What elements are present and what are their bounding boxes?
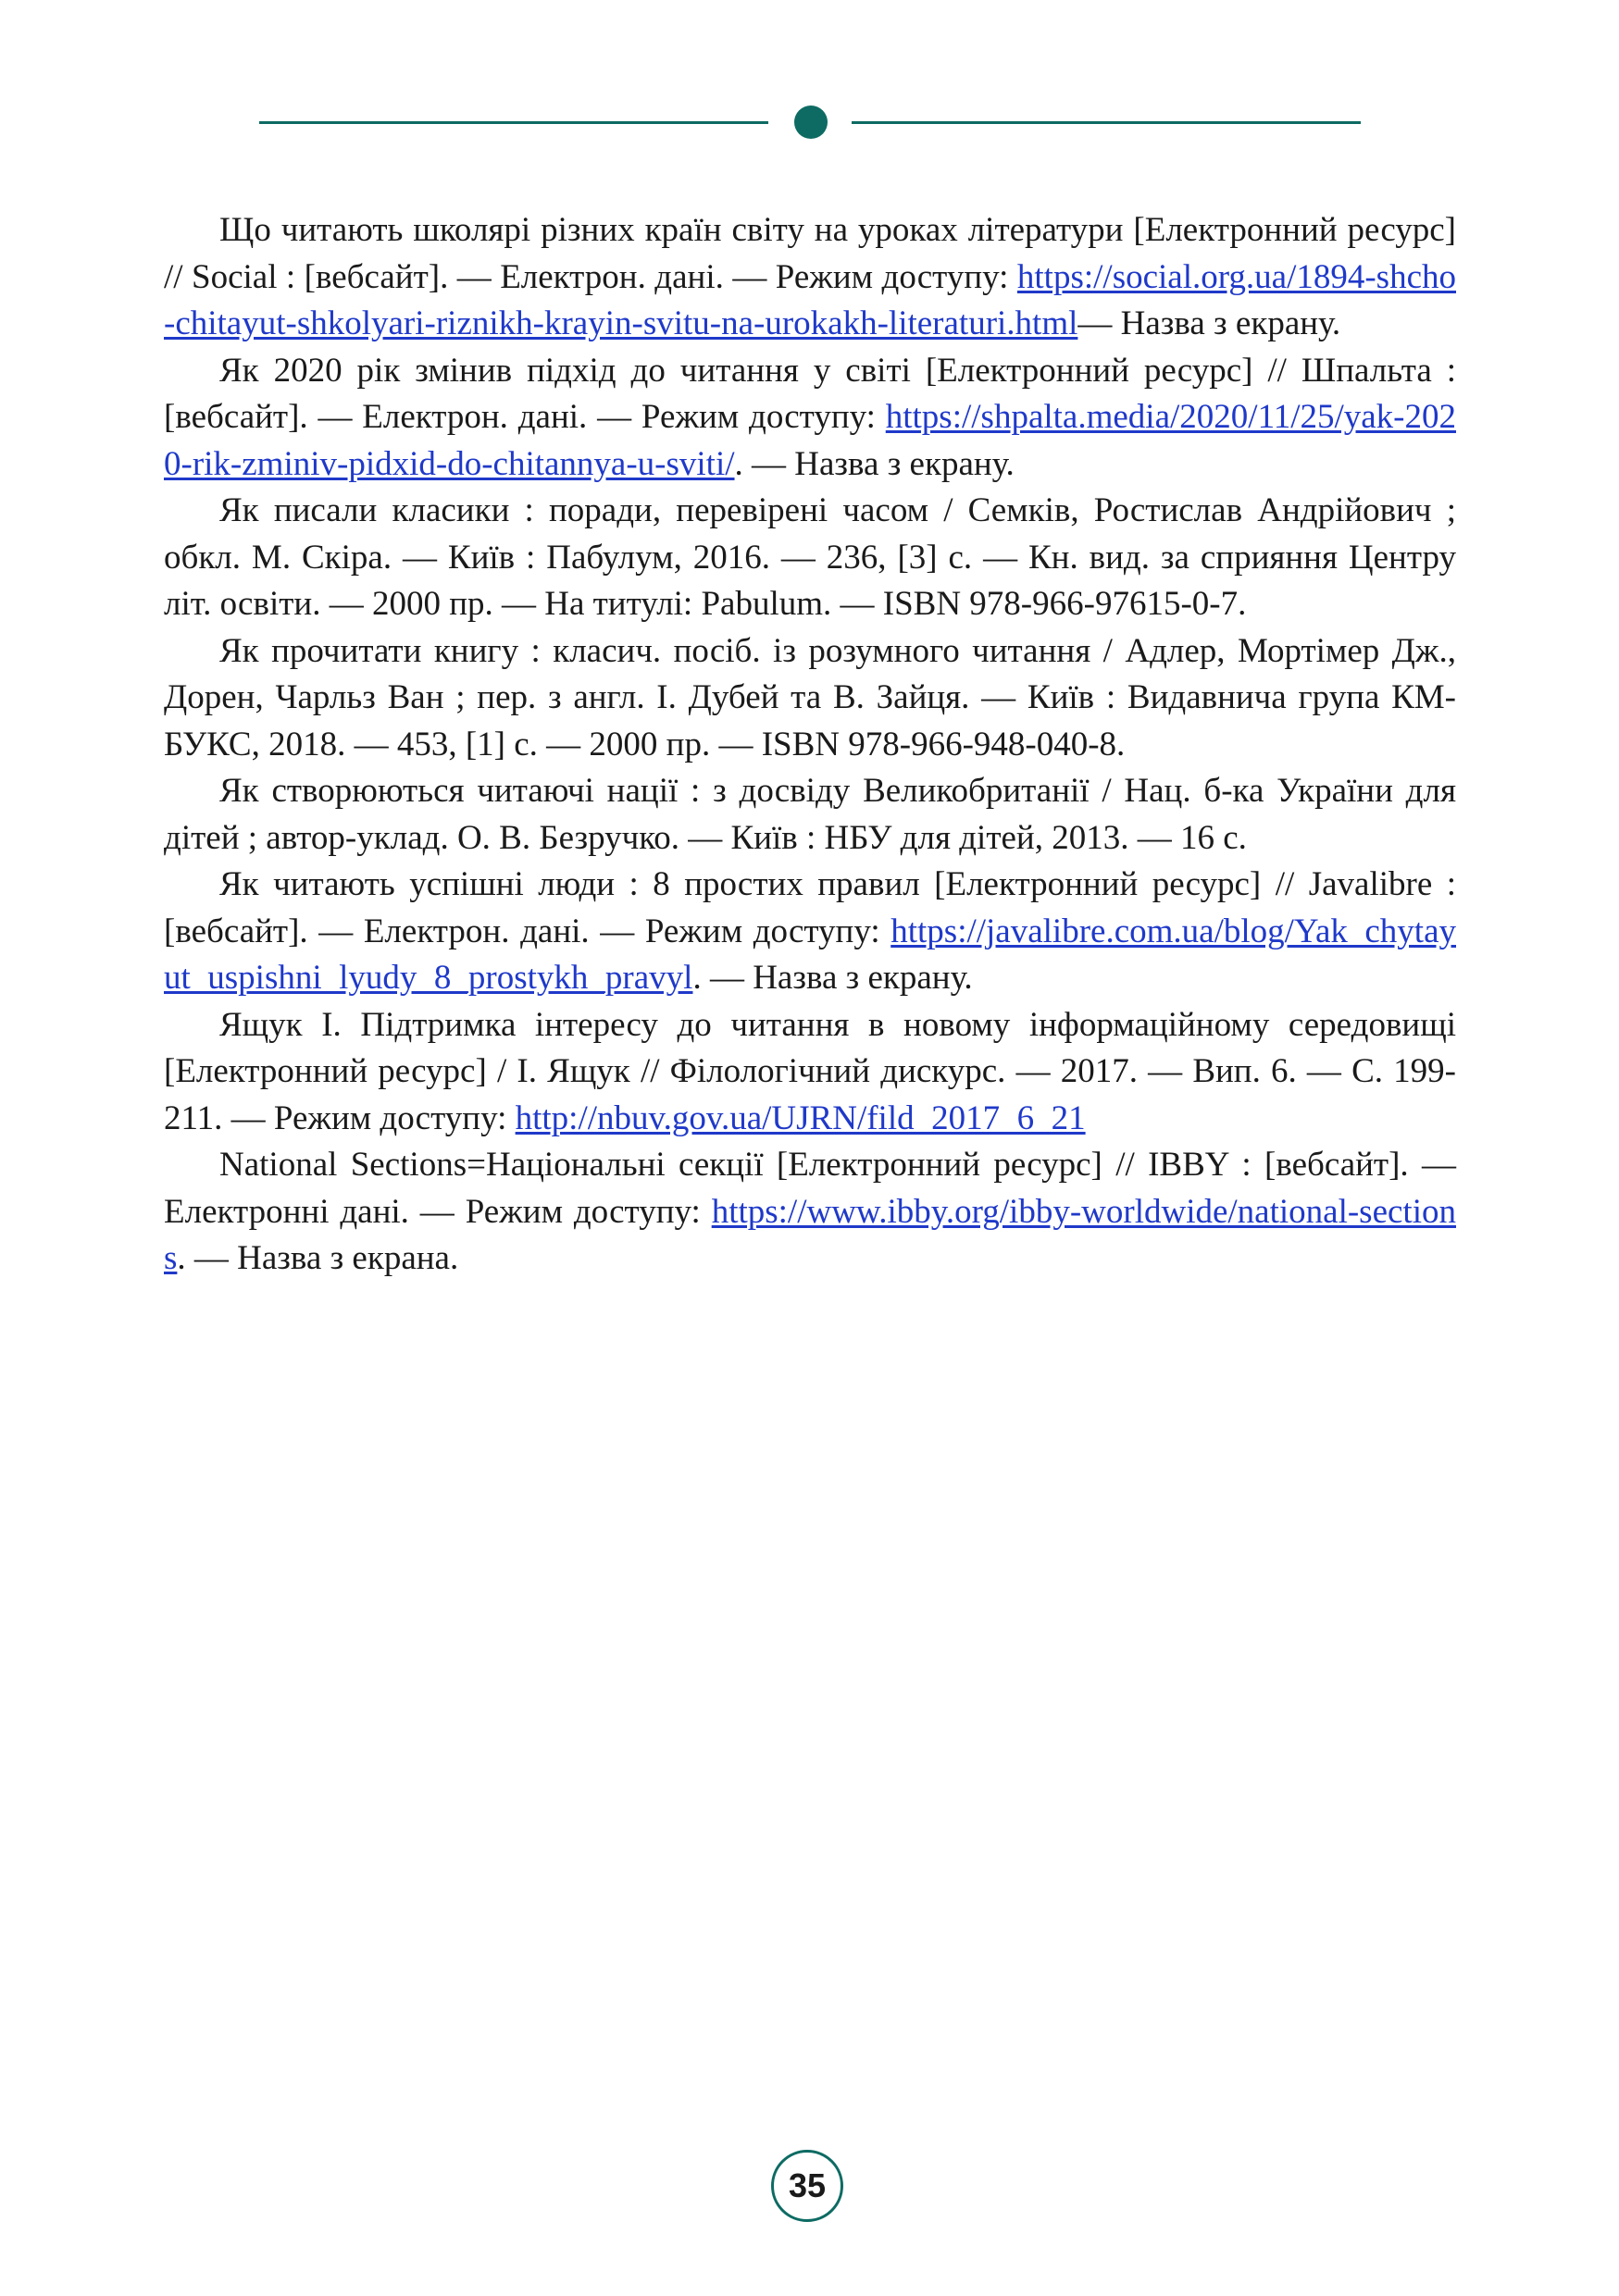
bibliography-entry xyxy=(164,768,1456,862)
entry-text-after: — Назва з екрану. xyxy=(1077,304,1341,342)
entry-text: National Sections=Національні секції [Електронний ресурс] // IBBY : [вебсайт]. — Електронні дані. — Режим доступу: xyxy=(164,1146,1456,1231)
bibliography-entry xyxy=(164,862,1456,1002)
entry-text: Ящук І. Підтримка інтересу до читання в новому інформаційному середовищі [Електронний ресурс] / І. Ящук // Філологічний дискурс. — 2017. — Вип. 6. — С. 199-211. — Режим доступу: xyxy=(164,1005,1456,1137)
entry-text-after: . — Назва з екрану. xyxy=(734,444,1015,483)
entry-text-after: . — Назва з екрану. xyxy=(692,959,973,997)
entry-text: Як 2020 рік змінив підхід до читання у світі [Електронний ресурс] // Шпальта : [вебсайт]. — Електрон. дані. — Режим доступу: xyxy=(164,351,1456,436)
entry-link[interactable]: https://shpalta.media/2020/11/25/yak-2020-rik-zminiv-pidxid-do-chitannya-u-sviti/ xyxy=(164,398,1456,483)
entry-link[interactable]: https://www.ibby.org/ibby-worldwide/national-sections xyxy=(164,1192,1456,1277)
bibliography-entry xyxy=(164,1002,1456,1143)
entry-text-after: . — Назва з екрана. xyxy=(177,1239,459,1277)
header-ornament xyxy=(259,102,1361,143)
page-number: 35 xyxy=(771,2150,843,2222)
entry-link[interactable]: http://nbuv.gov.ua/UJRN/fild_2017_6_21 xyxy=(515,1098,1086,1137)
entry-text: Як писали класики : поради, перевірені часом / Семків, Ростислав Андрійович ; обкл. М. Скіра. — Київ : Пабулум, 2016. — 236, [3] с. — Кн. вид. за сприяння Центру літ. освіти. — 2000 пр. — На титулі: Pabulum. — ISBN 978-966-97615-0-7. xyxy=(164,491,1456,623)
bibliography-entry xyxy=(164,207,1456,348)
ornament-dot xyxy=(794,105,828,139)
bibliography-entry xyxy=(164,488,1456,628)
entry-link[interactable]: https://javalibre.com.ua/blog/Yak_chytayut_uspishni_lyudy_8_prostykh_pravyl xyxy=(164,912,1456,997)
bibliography-list xyxy=(164,207,1456,1283)
bibliography-entry xyxy=(164,348,1456,489)
entry-text: Що читають школярі різних країн світу на уроках літератури [Електронний ресурс] // Social : [вебсайт]. — Електрон. дані. — Режим доступу: xyxy=(164,211,1456,296)
bibliography-entry xyxy=(164,1142,1456,1283)
entry-text: Як створюються читаючі нації : з досвіду Великобританії / Нац. б-ка України для дітей ; автор-уклад. О. В. Безручко. — Київ : НБУ для дітей, 2013. — 16 с. xyxy=(164,772,1456,857)
entry-link[interactable]: https://social.org.ua/1894-shcho-chitayut-shkolyari-riznikh-krayin-svitu-na-urokakh-literaturi.html xyxy=(164,257,1456,342)
ornament-line-left xyxy=(259,121,768,124)
entry-text: Як прочитати книгу : класич. посіб. із розумного читання / Адлер, Мортімер Дж., Дорен, Чарльз Ван ; пер. з англ. І. Дубей та В. Зайця. — Київ : Видавнича група КМ-БУКС, 2018. — 453, [1] с. — 2000 пр. — ISBN 978-966-948-040-8. xyxy=(164,631,1456,763)
bibliography-entry xyxy=(164,628,1456,769)
ornament-line-right xyxy=(852,121,1361,124)
entry-text: Як читають успішні люди : 8 простих правил [Електронний ресурс] // Javalibre : [вебсайт]. — Електрон. дані. — Режим доступу: xyxy=(164,865,1456,950)
